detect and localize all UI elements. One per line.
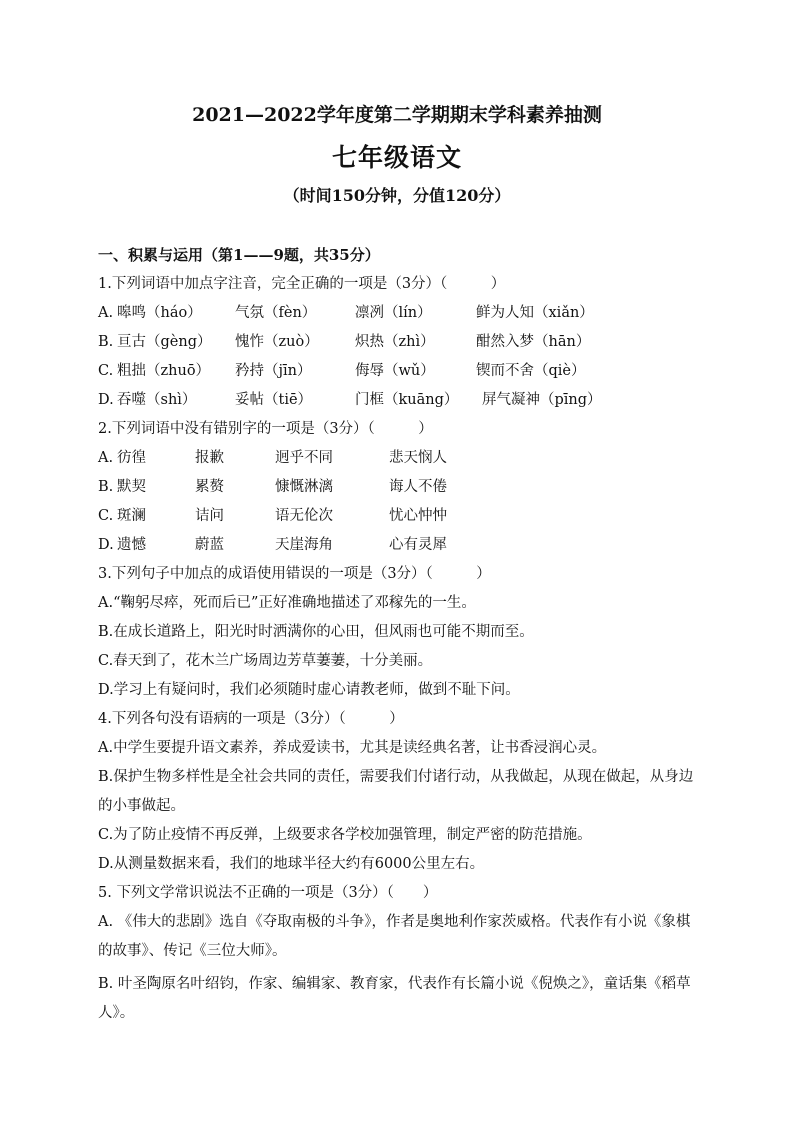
option-word: 气氛（fèn） — [235, 305, 317, 321]
question-4-option-b: B.保护生物多样性是全社会共同的责任，需要我们付诸行动，从我做起，从现在做起，从身边的小事做起。 — [98, 769, 694, 814]
time-score-note: （时间150分钟，分值120分） — [283, 186, 511, 205]
option-word: 蔚蓝 — [195, 537, 224, 553]
option-label: D. — [98, 392, 114, 408]
option-word: 炽热（zhì） — [355, 334, 435, 350]
option-word: 彷徨 — [117, 450, 146, 466]
option-word: 门框（kuāng） — [355, 392, 459, 408]
option-word: 默契 — [117, 479, 146, 495]
option-label: A. — [98, 450, 114, 466]
option-word: 妥帖（tiē） — [235, 392, 313, 408]
option-word: 嗥鸣（háo） — [117, 305, 202, 321]
option-word: 遗憾 — [117, 537, 146, 553]
option-label: C. — [98, 508, 114, 524]
question-4-stem: 4.下列各句没有语病的一项是（3分）（ ） — [98, 711, 404, 727]
option-word: 语无伦次 — [275, 508, 333, 524]
option-label: B. — [98, 334, 114, 350]
option-word: 天崖海角 — [275, 537, 333, 553]
question-3-option-b: B.在成长道路上，阳光时时洒满你的心田，但风雨也可能不期而至。 — [98, 624, 534, 640]
exam-title: 2021—2022学年度第二学期期末学科素养抽测 — [192, 104, 602, 126]
option-word: 慷慨淋漓 — [275, 479, 333, 495]
option-word: 诲人不倦 — [389, 479, 447, 495]
option-word: 斑澜 — [117, 508, 146, 524]
option-word: 吞噬（shì） — [117, 392, 197, 408]
option-word: 累赘 — [195, 479, 224, 495]
option-word: 迥乎不同 — [275, 450, 333, 466]
question-4-option-a: A.中学生要提升语文素养，养成爱读书，尤其是读经典名著，让书香浸润心灵。 — [98, 740, 607, 756]
option-word: 忧心忡忡 — [389, 508, 447, 524]
question-3-option-c: C.春天到了，花木兰广场周边芳草萋萋，十分美丽。 — [98, 653, 433, 669]
option-word: 心有灵犀 — [389, 537, 447, 553]
question-3-option-a: A.“鞠躬尽瘁，死而后已”正好准确地描述了邓稼先的一生。 — [98, 595, 476, 611]
option-word: 粗拙（zhuō） — [117, 363, 211, 379]
option-label: D. — [98, 537, 114, 553]
option-word: 侮辱（wǔ） — [355, 363, 435, 379]
option-word: 诘问 — [195, 508, 224, 524]
option-word: 愧怍（zuò） — [235, 334, 319, 350]
option-word: 悲天悯人 — [389, 450, 447, 466]
option-word: 酣然入梦（hān） — [476, 334, 591, 350]
question-4-option-d: D.从测量数据来看，我们的地球半径大约有6000公里左右。 — [98, 856, 485, 872]
question-3-option-d: D.学习上有疑问时，我们必须随时虚心请教老师，做到不耻下问。 — [98, 682, 520, 698]
option-word: 矜持（jīn） — [235, 363, 312, 379]
option-label: C. — [98, 363, 114, 379]
question-5-option-a: A. 《伟大的悲剧》选自《夺取南极的斗争》，作者是奥地利作家茨威格。代表作有小说《象棋的故事》、传记《三位大师》。 — [98, 914, 691, 959]
question-4-option-c: C.为了防止疫情不再反弹，上级要求各学校加强管理，制定严密的防范措施。 — [98, 827, 592, 843]
section-heading: 一、积累与运用（第1——9题，共35分） — [98, 246, 380, 264]
question-3-stem: 3.下列句子中加点的成语使用错误的一项是（3分）（ ） — [98, 566, 491, 582]
option-word: 凛冽（lín） — [355, 305, 432, 321]
question-5-option-b: B. 叶圣陶原名叶绍钧，作家、编辑家、教育家，代表作有长篇小说《倪焕之》，童话集《稻草人》。 — [98, 976, 691, 1021]
question-2-stem: 2.下列词语中没有错别字的一项是（3分）（ ） — [98, 421, 433, 437]
option-label: B. — [98, 479, 114, 495]
question-1-stem: 1.下列词语中加点字注音，完全正确的一项是（3分）（ ） — [98, 276, 506, 292]
question-5-stem: 5. 下列文学常识说法不正确的一项是（3分）（ ） — [98, 885, 438, 901]
subject-title: 七年级语文 — [331, 143, 462, 172]
option-word: 鲜为人知（xiǎn） — [476, 305, 594, 321]
option-word: 报歉 — [195, 450, 224, 466]
option-word: 亘古（gèng） — [117, 334, 212, 350]
option-word: 锲而不舍（qiè） — [476, 363, 586, 379]
option-label: A. — [98, 305, 114, 321]
option-word: 屏气凝神（pīng） — [482, 392, 602, 408]
